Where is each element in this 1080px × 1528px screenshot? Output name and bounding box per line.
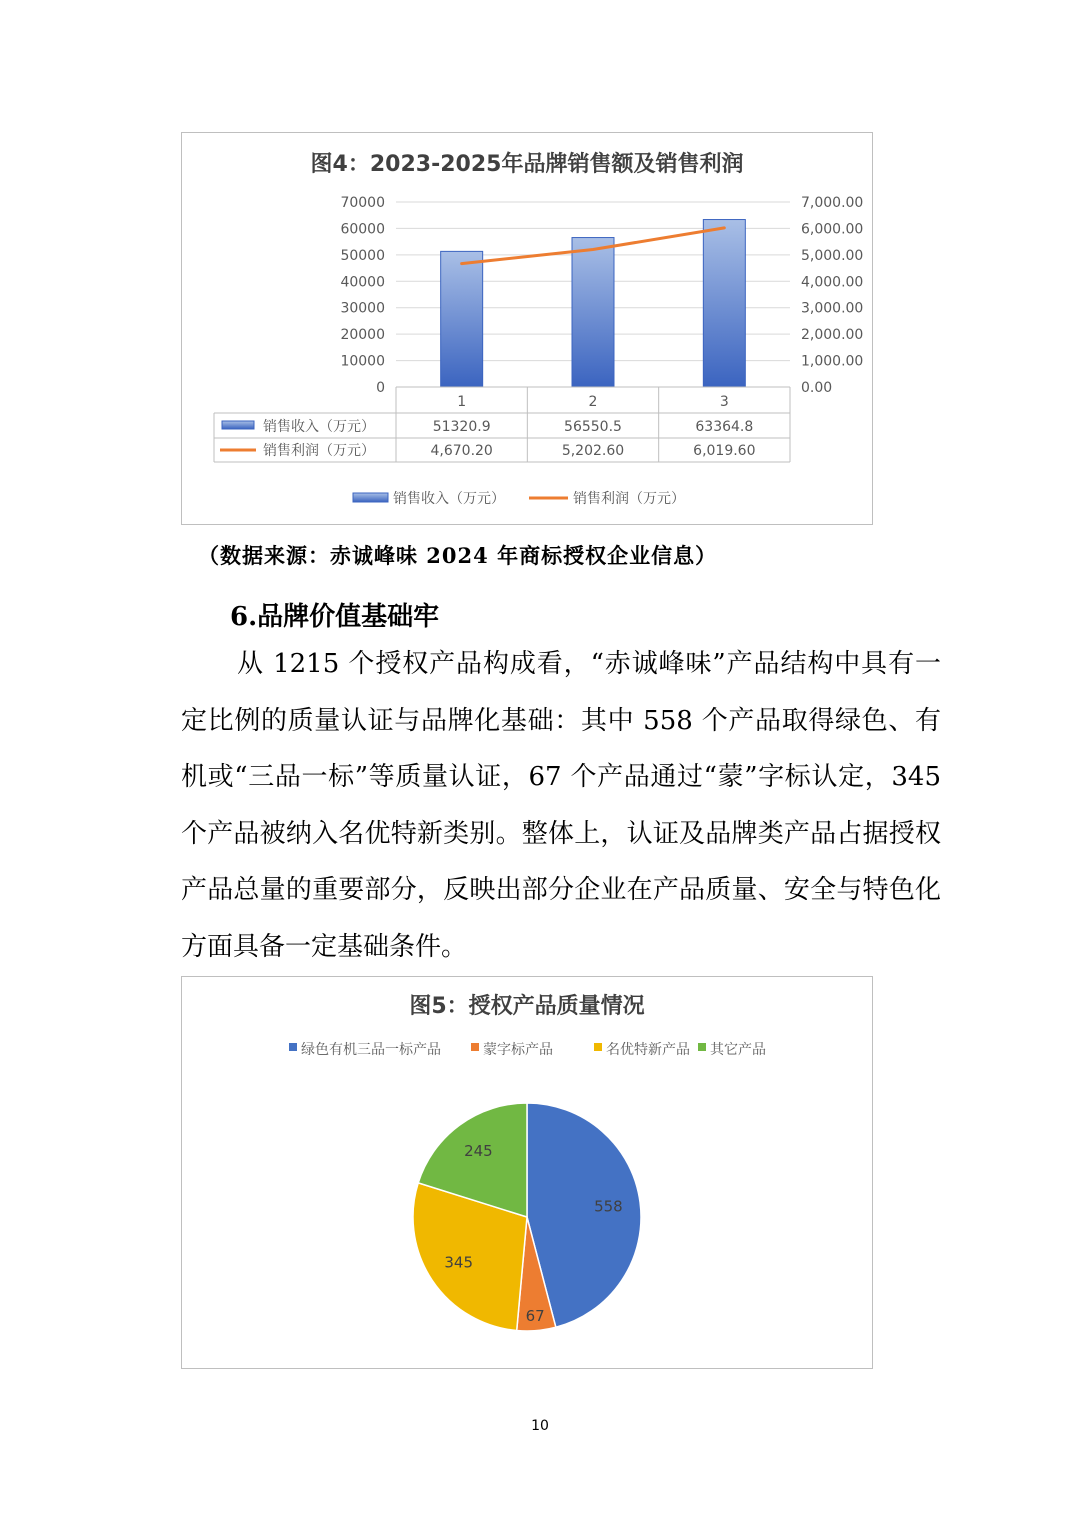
y-left-tick: 30000 [340,300,385,317]
table-value: 51320.9 [432,419,491,435]
bar-sales-revenue [703,220,745,387]
figure-5-chart [181,976,873,1369]
pie-data-label: 345 [444,1253,474,1272]
chart-4-title: 图4：2023-2025年品牌销售额及销售利润 [310,152,744,177]
table-key-bar [222,421,254,429]
pie-data-label: 245 [464,1141,493,1160]
table-value: 5,202.60 [561,443,625,459]
y-right-tick: 6,000.00 [801,221,864,238]
y-right-tick: 0.00 [801,380,833,396]
table-value: 6,019.60 [693,443,756,459]
x-category-label: 1 [457,394,467,410]
table-series-name: 销售收入（万元） [263,419,375,435]
y-right-tick: 3,000.00 [801,300,864,317]
figure-4-chart [181,132,873,525]
table-value: 63364.8 [695,419,754,435]
legend-label: 名优特新产品 [606,1042,690,1058]
x-category-label: 3 [719,394,729,410]
y-left-tick: 0 [376,380,385,396]
x-category-label: 2 [588,394,598,410]
bar-sales-revenue [441,251,483,387]
legend-label: 其它产品 [710,1042,766,1058]
data-source-note: （数据来源：赤诚峰味 2024 年商标授权企业信息） [198,543,718,568]
legend-swatch [289,1043,297,1051]
legend-label: 销售利润（万元） [573,491,685,507]
table-value: 4,670.20 [430,443,493,459]
y-right-tick: 2,000.00 [801,327,864,344]
y-right-tick: 4,000.00 [801,274,864,291]
legend-swatch [471,1043,479,1051]
y-left-tick: 70000 [340,195,385,211]
legend-swatch [594,1043,602,1051]
bar-sales-revenue [572,238,614,387]
y-left-tick: 20000 [340,327,385,344]
legend-key-bar [353,493,388,502]
y-right-tick: 7,000.00 [801,195,864,211]
pie-data-label: 558 [594,1197,623,1216]
chart-5-title: 图5：授权产品质量情况 [409,994,645,1019]
table-value: 56550.5 [564,419,622,435]
legend-label: 绿色有机三品一标产品 [301,1042,441,1058]
legend-label: 销售收入（万元） [393,491,505,507]
quality-pie-chart-svg [182,977,872,1368]
body-paragraph: 从 1215 个授权产品构成看，“赤诚峰味”产品结构中具有一定比例的质量认证与品牌化基础：其中 558 个产品取得绿色、有机或“三品一标”等质量认证，67 个产品通过“蒙”字标认定，345 个产品被纳入名优特新类别。整体上，认证及品牌类产品占据授权产品总量的重要部分，反映出部分企业在产品质量、安全与特色化方面具备一定基础条件。 [181,649,941,962]
sales-profit-chart-svg [182,133,872,524]
page-number: 10 [531,1418,549,1434]
y-right-tick: 1,000.00 [801,353,864,370]
y-left-tick: 50000 [340,247,385,264]
legend-label: 蒙字标产品 [483,1042,553,1058]
y-left-tick: 40000 [340,274,385,291]
y-right-tick: 5,000.00 [801,247,864,264]
table-series-name: 销售利润（万元） [263,443,375,459]
section-heading: 6.品牌价值基础牢 [230,602,440,632]
y-left-tick: 10000 [340,353,385,370]
legend-swatch [698,1043,706,1051]
y-left-tick: 60000 [340,221,385,238]
pie-data-label: 67 [525,1306,545,1325]
